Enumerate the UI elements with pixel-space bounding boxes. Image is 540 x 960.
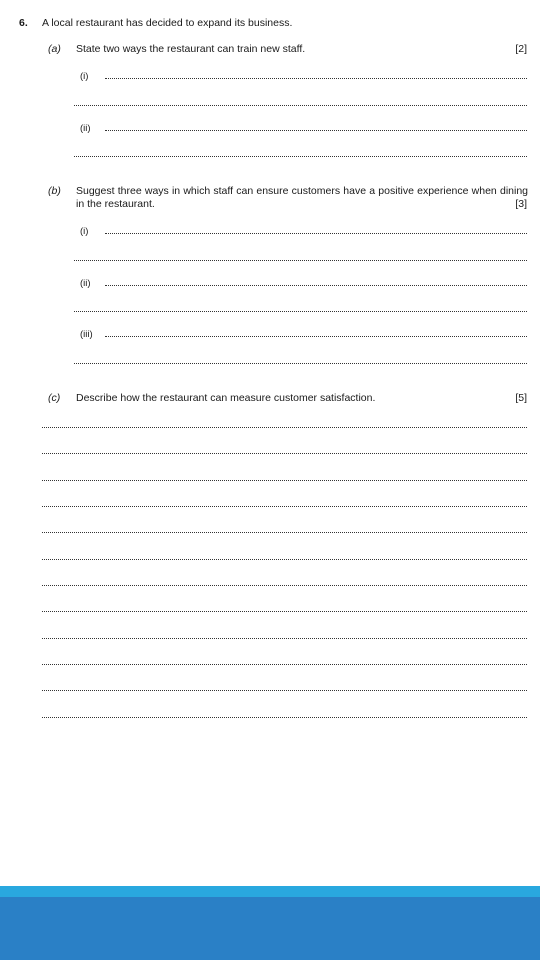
answer-line[interactable] (105, 78, 527, 79)
answer-line[interactable] (42, 664, 527, 665)
answer-line[interactable] (42, 585, 527, 586)
part-a-text: State two ways the restaurant can train new staff. (76, 43, 306, 55)
answer-line[interactable] (42, 717, 527, 718)
answer-line[interactable] (42, 506, 527, 507)
part-b-sub-ii-label: (ii) (80, 278, 91, 289)
answer-line[interactable] (105, 285, 527, 286)
answer-line[interactable] (42, 638, 527, 639)
part-c-marks: [5] (515, 392, 527, 404)
question-stem: A local restaurant has decided to expand its business. (42, 17, 293, 29)
part-b-label: (b) (48, 185, 61, 197)
answer-line[interactable] (42, 559, 527, 560)
part-b-text: Suggest three ways in which staff can ensure customers have a positive experience when dining in the restaurant. (76, 185, 528, 210)
answer-line[interactable] (105, 130, 527, 131)
footer-band-light (0, 886, 540, 897)
part-b-marks: [3] (515, 198, 527, 210)
part-a-sub-ii-label: (ii) (80, 123, 91, 134)
answer-line[interactable] (42, 453, 527, 454)
answer-line[interactable] (42, 480, 527, 481)
answer-line[interactable] (42, 532, 527, 533)
answer-line[interactable] (74, 363, 527, 364)
answer-line[interactable] (42, 690, 527, 691)
answer-line[interactable] (74, 105, 527, 106)
answer-line[interactable] (74, 311, 527, 312)
part-b-sub-i-label: (i) (80, 226, 89, 237)
answer-line[interactable] (105, 336, 527, 337)
part-c-text: Describe how the restaurant can measure customer satisfaction. (76, 392, 376, 404)
answer-line[interactable] (105, 233, 527, 234)
answer-line[interactable] (42, 427, 527, 428)
question-number: 6. (19, 17, 28, 29)
part-a-sub-i-label: (i) (80, 71, 89, 82)
part-c-label: (c) (48, 392, 61, 404)
footer-band-dark (0, 897, 540, 960)
answer-line[interactable] (42, 611, 527, 612)
answer-line[interactable] (74, 156, 527, 157)
part-a-label: (a) (48, 43, 61, 55)
answer-line[interactable] (74, 260, 527, 261)
part-b-sub-iii-label: (iii) (80, 329, 93, 340)
part-a-marks: [2] (515, 43, 527, 55)
